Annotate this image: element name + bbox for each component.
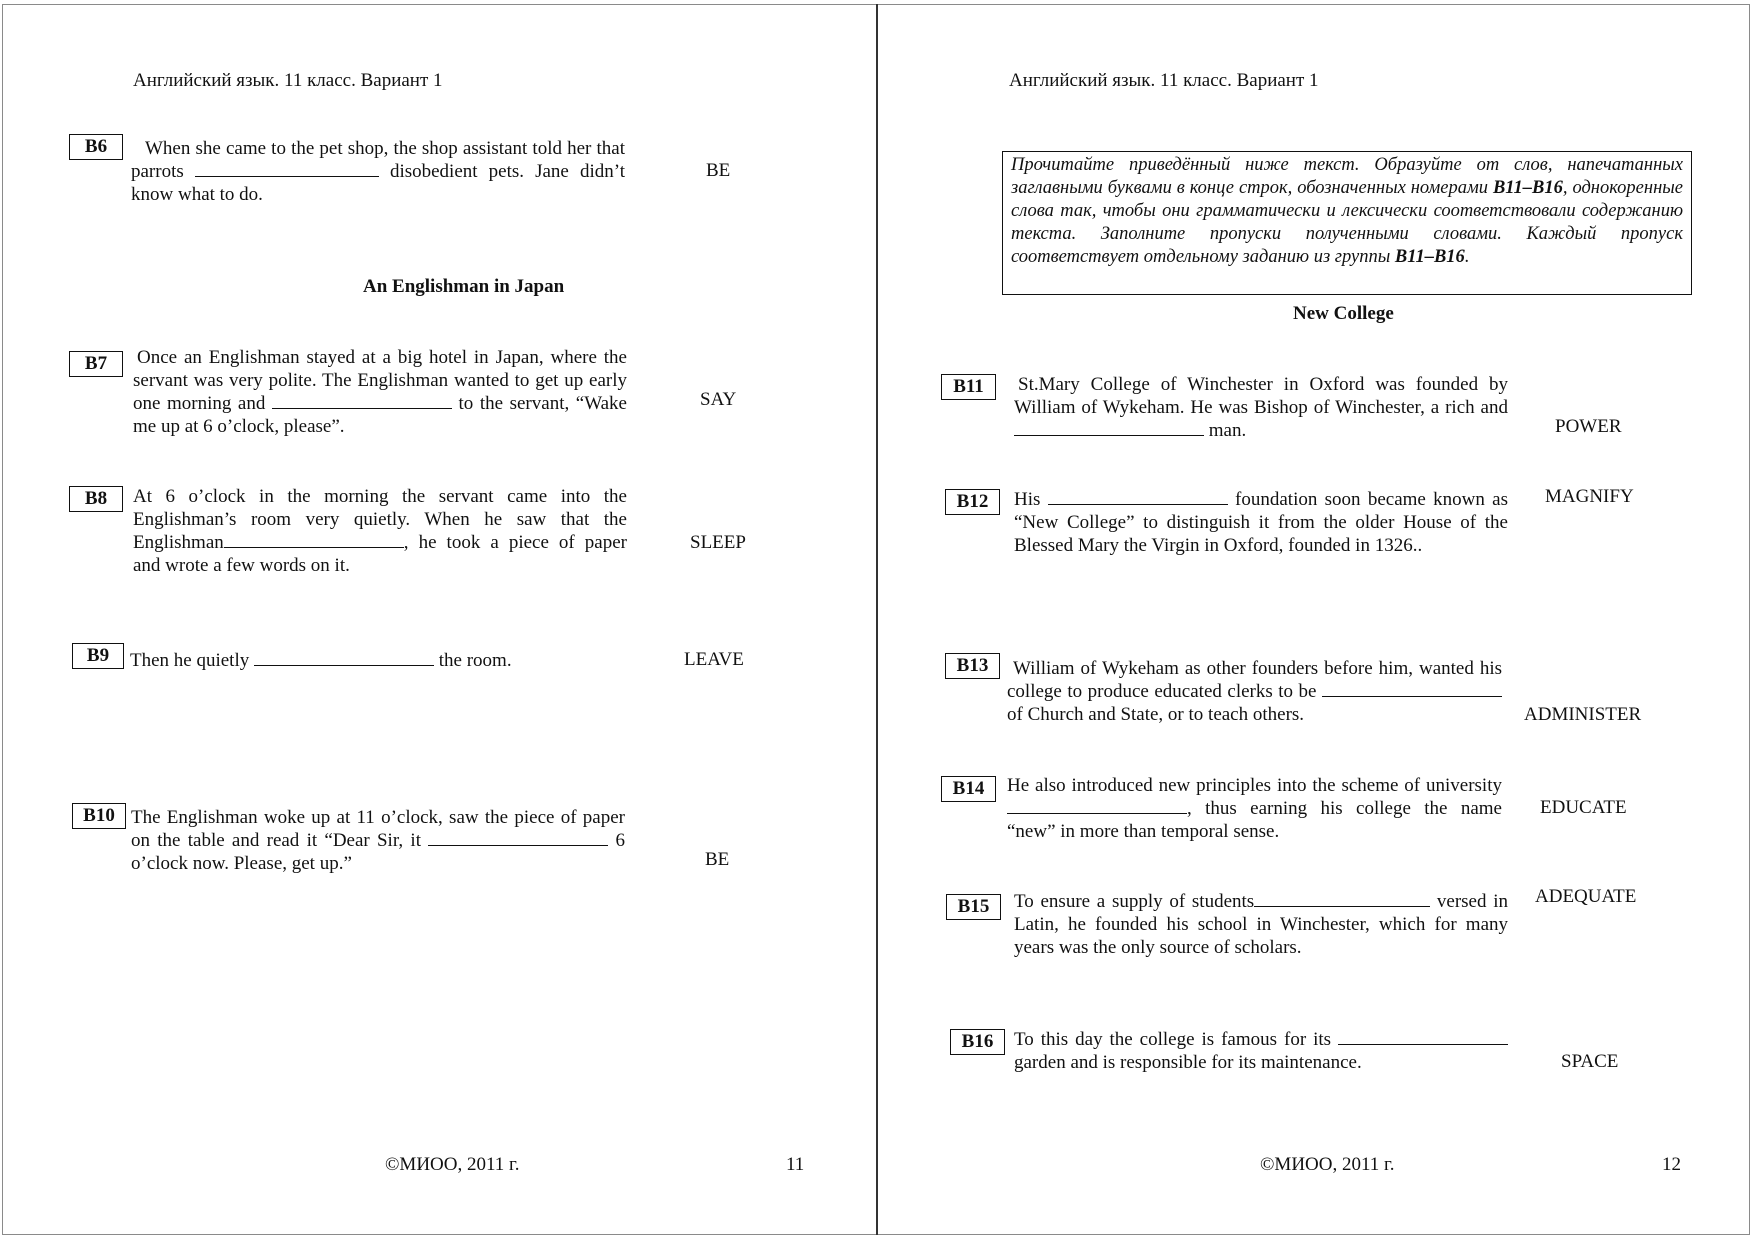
stem-word-b14: EDUCATE: [1540, 797, 1627, 818]
task-text-before: When she came to the pet shop, the shop assistant told her that parrots: [131, 138, 625, 182]
task-text-before: St.Mary College of Winchester in Oxford was founded by William of Wykeham. He was Bishop of Winchester, a rich and: [1014, 374, 1508, 418]
task-text-b9: [130, 649, 630, 672]
answer-blank[interactable]: [1014, 420, 1204, 436]
stem-word-b12: MAGNIFY: [1545, 486, 1634, 507]
instruction-range-1: B11–B16: [1492, 178, 1563, 198]
right-page-header: Английский язык. 11 класс. Вариант 1: [1009, 70, 1319, 91]
task-label-b10: B10: [72, 803, 126, 829]
task-text-b13: [1007, 657, 1502, 726]
task-text-after: foundation soon became known as “New College” to distinguish it from the older House of the Blessed Mary the Virgin in Oxford, founded in 1326..: [1014, 489, 1509, 556]
footer-copyright-right: ©МИОО, 2011 г.: [1260, 1154, 1395, 1175]
task-text-b15: [1014, 890, 1508, 959]
page-number-left: 11: [786, 1154, 805, 1175]
task-label-b12: B12: [945, 489, 1000, 515]
instruction-text-3: .: [1464, 247, 1470, 267]
task-text-after: to the servant, “Wake me up at 6 o’clock, please”.: [133, 393, 627, 437]
answer-blank[interactable]: [195, 161, 379, 177]
task-label-b8: B8: [69, 486, 123, 512]
answer-blank[interactable]: [1007, 798, 1187, 814]
stem-word-b13: ADMINISTER: [1524, 704, 1642, 725]
stem-word-b10: BE: [705, 849, 730, 870]
answer-blank[interactable]: [1254, 891, 1430, 907]
stem-word-b6: BE: [706, 160, 731, 181]
stem-word-b16: SPACE: [1561, 1051, 1619, 1072]
task-label-b9: B9: [72, 643, 124, 669]
task-text-b12: [1014, 488, 1508, 557]
task-text-before: He also introduced new principles into the scheme of university: [1007, 775, 1502, 796]
answer-blank[interactable]: [272, 393, 452, 409]
task-text-b11: [1014, 373, 1508, 442]
instruction-text-1: Прочитайте приведённый ниже текст. Образуйте от слов, напечатанных заглавными буквами в конце строк, обозначенных номерами: [1011, 155, 1683, 198]
footer-copyright-left: ©МИОО, 2011 г.: [385, 1154, 520, 1175]
answer-blank[interactable]: [1322, 681, 1502, 697]
stem-word-b11: POWER: [1555, 416, 1622, 437]
task-label-b11: B11: [941, 374, 996, 400]
stem-word-b8: SLEEP: [690, 532, 746, 553]
story-title-left: An Englishman in Japan: [363, 276, 565, 297]
task-text-before: The Englishman woke up at 11 o’clock, saw the piece of paper on the table and read it “Dear Sir, it: [131, 807, 625, 851]
answer-blank[interactable]: [254, 650, 434, 666]
task-text-before: His: [1014, 489, 1041, 510]
task-text-b10: [131, 806, 625, 875]
page-divider: [876, 4, 878, 1235]
task-text-b8: [133, 485, 627, 577]
story-title-right: New College: [1293, 303, 1394, 324]
instruction-range-2: B11–B16: [1394, 247, 1465, 267]
task-text-before: Once an Englishman stayed at a big hotel in Japan, where the servant was very polite. The Englishman wanted to get up early one morning and: [133, 347, 627, 414]
task-text-before: To this day the college is famous for its: [1014, 1029, 1332, 1050]
task-text-after: of Church and State, or to teach others.: [1007, 704, 1305, 725]
task-text-after: garden and is responsible for its maintenance.: [1014, 1052, 1362, 1073]
task-text-after: man.: [1208, 420, 1247, 441]
stem-word-b15: ADEQUATE: [1535, 886, 1637, 907]
task-label-b16: B16: [950, 1029, 1005, 1055]
task-text-before: To ensure a supply of students: [1014, 891, 1255, 912]
task-text-before: At 6 o’clock in the morning the servant came into the Englishman’s room very quietly. When he saw that the Englishman: [133, 486, 627, 553]
answer-blank[interactable]: [224, 532, 404, 548]
answer-blank[interactable]: [1048, 489, 1228, 505]
stem-word-b9: LEAVE: [684, 649, 744, 670]
task-label-b14: B14: [941, 776, 996, 802]
task-text-b6: [131, 137, 625, 206]
instruction-box: [1002, 151, 1692, 295]
task-text-after: , he took a piece of paper and wrote a few words on it.: [133, 532, 627, 576]
stem-word-b7: SAY: [700, 389, 737, 410]
task-text-before: Then he quietly: [130, 650, 250, 671]
task-text-after: the room.: [438, 650, 512, 671]
task-label-b15: B15: [946, 894, 1001, 920]
task-text-after: versed in Latin, he founded his school in Winchester, which for many years was the only source of scholars.: [1014, 891, 1508, 958]
task-text-b14: [1007, 774, 1502, 843]
task-label-b7: B7: [69, 351, 123, 377]
task-text-after: disobedient pets. Jane didn’t know what to do.: [131, 161, 625, 205]
answer-blank[interactable]: [428, 830, 608, 846]
page-number-right: 12: [1662, 1154, 1681, 1175]
task-text-after: , thus earning his college the name “new” in more than temporal sense.: [1007, 798, 1502, 842]
task-text-b16: [1014, 1028, 1508, 1074]
answer-blank[interactable]: [1338, 1029, 1508, 1045]
task-label-b13: B13: [945, 653, 1000, 679]
left-page-header: Английский язык. 11 класс. Вариант 1: [133, 70, 443, 91]
task-text-after: 6 o’clock now. Please, get up.”: [131, 830, 626, 874]
task-text-before: William of Wykeham as other founders before him, wanted his college to produce educated clerks to be: [1007, 658, 1502, 702]
task-label-b6: B6: [69, 134, 123, 160]
instruction-text-2: , однокоренные слова так, чтобы они грамматически и лексически соответствовали содержанию текста. Заполните пропуски полученными словами. Каждый пропуск соответствует отдельному заданию из группы: [1011, 178, 1683, 267]
task-text-b7: [133, 346, 627, 438]
